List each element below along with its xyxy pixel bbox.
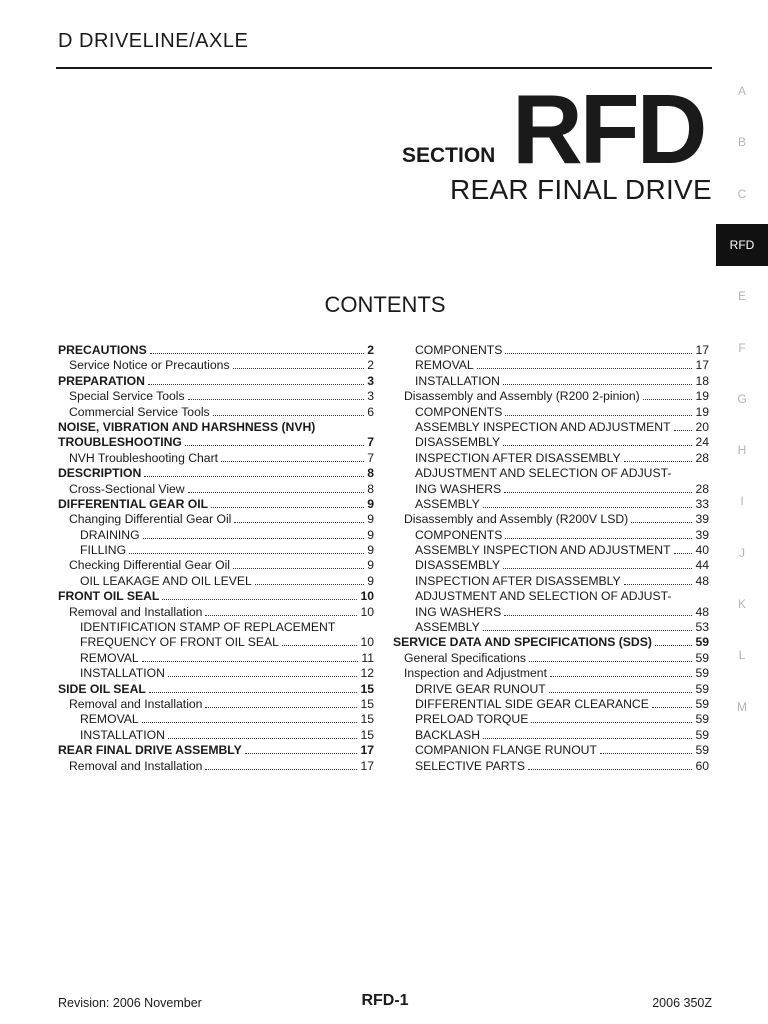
- section-tab-g[interactable]: G: [737, 391, 747, 406]
- toc-entry[interactable]: [58, 512, 374, 527]
- toc-entry-title: Removal and Installation: [69, 696, 203, 711]
- toc-entry[interactable]: [393, 343, 709, 358]
- toc-leader-dots: [549, 682, 693, 693]
- toc-entry-page: 59: [695, 727, 709, 742]
- toc-entry-page: 59: [695, 681, 709, 696]
- toc-entry-page: 59: [695, 712, 709, 727]
- toc-entry[interactable]: [58, 374, 374, 389]
- toc-entry-page: 59: [695, 666, 709, 681]
- toc-leader-dots: [624, 451, 693, 462]
- toc-entry[interactable]: [393, 466, 709, 481]
- toc-entry-page: 10: [360, 589, 374, 604]
- toc-leader-dots: [624, 574, 693, 585]
- toc-entry-title: SIDE OIL SEAL: [58, 681, 146, 696]
- toc-entry-title: ASSEMBLY INSPECTION AND ADJUSTMENT: [415, 419, 671, 434]
- toc-leader-dots: [674, 590, 706, 600]
- toc-leader-dots: [255, 574, 364, 585]
- section-tab-j[interactable]: J: [739, 545, 745, 560]
- toc-entry-page: 48: [695, 604, 709, 619]
- toc-entry-title: ASSEMBLY: [415, 496, 480, 511]
- footer-revision: Revision: 2006 November: [58, 996, 202, 1010]
- toc-entry[interactable]: [58, 651, 374, 666]
- toc-entry-page: 59: [695, 650, 709, 665]
- toc-entry-title: ASSEMBLY: [415, 620, 480, 635]
- footer-model: 2006 350Z: [652, 996, 712, 1010]
- toc-entry-page: 39: [695, 527, 709, 542]
- toc-entry[interactable]: [58, 666, 374, 681]
- toc-entry-page: 15: [360, 696, 374, 711]
- toc-leader-dots: [233, 358, 365, 369]
- toc-leader-dots: [338, 621, 371, 631]
- toc-leader-dots: [531, 712, 692, 723]
- toc-entry-title: REAR FINAL DRIVE ASSEMBLY: [58, 743, 242, 758]
- toc-leader-dots: [188, 389, 365, 400]
- section-tab-c[interactable]: C: [737, 186, 747, 201]
- toc-entry[interactable]: [393, 482, 709, 497]
- toc-leader-dots: [631, 512, 692, 523]
- toc-entry-page: 53: [695, 620, 709, 635]
- toc-entry-title: COMPONENTS: [415, 343, 503, 357]
- toc-entry-page: 9: [367, 527, 374, 542]
- toc-leader-dots: [503, 558, 692, 569]
- toc-entry-title: DIFFERENTIAL SIDE GEAR CLEARANCE: [415, 696, 649, 711]
- toc-entry-page: 28: [695, 481, 709, 496]
- toc-entry[interactable]: [58, 743, 374, 758]
- toc-leader-dots: [282, 635, 358, 646]
- toc-entry[interactable]: [393, 389, 709, 404]
- toc-leader-dots: [600, 743, 693, 754]
- toc-entry-page: 10: [360, 604, 374, 619]
- toc-leader-dots: [143, 528, 365, 539]
- toc-entry-page: 17: [695, 358, 709, 373]
- toc-entry[interactable]: [393, 543, 709, 558]
- toc-entry-page: 9: [367, 573, 374, 588]
- toc-leader-dots: [550, 666, 692, 677]
- toc-leader-dots: [168, 666, 358, 677]
- toc-leader-dots: [318, 421, 371, 431]
- toc-entry[interactable]: [393, 574, 709, 589]
- toc-entry-title: INSTALLATION: [80, 666, 165, 681]
- section-label: SECTION: [402, 144, 496, 167]
- header-rule: [56, 67, 712, 69]
- toc-leader-dots: [144, 466, 364, 477]
- toc-entry-title: Disassembly and Assembly (R200 2-pinion): [404, 389, 640, 404]
- toc-entry-title: COMPONENTS: [415, 404, 503, 419]
- toc-leader-dots: [168, 728, 358, 739]
- section-tab-k[interactable]: K: [737, 597, 746, 611]
- section-tab-rfd[interactable]: RFD: [716, 224, 768, 266]
- toc-entry-page: 7: [367, 450, 374, 465]
- toc-entry[interactable]: [58, 543, 374, 558]
- toc-entry-page: 17: [360, 758, 374, 773]
- toc-entry-page: 10: [360, 635, 374, 650]
- toc-entry-title: PRELOAD TORQUE: [415, 712, 529, 727]
- toc-entry-page: 2: [367, 343, 374, 357]
- toc-leader-dots: [528, 759, 692, 770]
- toc-leader-dots: [483, 620, 693, 631]
- toc-entry-title: PREPARATION: [58, 373, 145, 388]
- toc-entry-title: DRIVE GEAR RUNOUT: [415, 681, 546, 696]
- toc-entry[interactable]: [393, 451, 709, 466]
- toc-entry-title: DISASSEMBLY: [415, 435, 501, 450]
- toc-entry-title: FILLING: [80, 543, 127, 558]
- toc-entry-page: 6: [367, 404, 374, 419]
- toc-leader-dots: [233, 558, 364, 569]
- toc-entry-title: Cross-Sectional View: [69, 481, 185, 496]
- toc-entry-title: Disassembly and Assembly (R200V LSD): [404, 512, 629, 527]
- toc-entry[interactable]: [58, 451, 374, 466]
- toc-leader-dots: [674, 420, 693, 431]
- toc-leader-dots: [148, 374, 364, 385]
- toc-entry[interactable]: [58, 682, 374, 697]
- toc-entry[interactable]: [58, 435, 374, 450]
- toc-entry-page: 28: [695, 450, 709, 465]
- toc-entry[interactable]: [393, 620, 709, 635]
- toc-entry[interactable]: [393, 759, 709, 774]
- toc-entry[interactable]: [393, 743, 709, 758]
- toc-entry-title: Service Notice or Precautions: [69, 358, 230, 373]
- toc-entry[interactable]: [393, 420, 709, 435]
- toc-entry[interactable]: [58, 605, 374, 620]
- toc-leader-dots: [205, 605, 357, 616]
- toc-entry-title: FREQUENCY OF FRONT OIL SEAL: [80, 635, 279, 650]
- toc-entry-title: INSTALLATION: [80, 727, 165, 742]
- toc-entry[interactable]: [58, 620, 374, 635]
- toc-entry[interactable]: [393, 682, 709, 697]
- toc-entry-title: Special Service Tools: [69, 389, 185, 404]
- toc-entry-page: 11: [361, 650, 374, 665]
- toc-leader-dots: [643, 389, 693, 400]
- toc-left-column: [58, 343, 374, 774]
- section-tab-m[interactable]: M: [737, 699, 747, 714]
- toc-entry-title: Checking Differential Gear Oil: [69, 558, 230, 573]
- toc-leader-dots: [185, 435, 364, 446]
- toc-entry-page: 59: [695, 696, 709, 711]
- toc-entry[interactable]: [58, 558, 374, 573]
- toc-leader-dots: [221, 451, 364, 462]
- toc-entry[interactable]: [393, 405, 709, 420]
- toc-entry-page: 20: [695, 419, 709, 434]
- toc-leader-dots: [149, 682, 358, 693]
- toc-entry-page: 9: [367, 558, 374, 573]
- toc-entry-title: PRECAUTIONS: [58, 343, 147, 357]
- toc-right-column: [393, 343, 709, 774]
- toc-entry-page: 15: [360, 681, 374, 696]
- toc-entry-title: COMPANION FLANGE RUNOUT: [415, 743, 597, 758]
- toc-entry-page: 8: [367, 481, 374, 496]
- toc-leader-dots: [150, 343, 365, 354]
- toc-entry-title: INSPECTION AFTER DISASSEMBLY: [415, 573, 621, 588]
- toc-entry-page: 3: [367, 373, 374, 388]
- toc-leader-dots: [483, 728, 692, 739]
- toc-entry[interactable]: [393, 558, 709, 573]
- toc-entry-title: DIFFERENTIAL GEAR OIL: [58, 496, 209, 511]
- toc-entry-page: 2: [367, 358, 374, 373]
- toc-entry-page: 59: [695, 743, 709, 758]
- toc-entry[interactable]: [58, 712, 374, 727]
- toc-entry[interactable]: [393, 528, 709, 543]
- toc-entry-title: BACKLASH: [415, 727, 481, 742]
- contents-heading: CONTENTS: [324, 292, 446, 317]
- toc-entry[interactable]: [393, 635, 709, 650]
- toc-entry[interactable]: [58, 497, 374, 512]
- toc-leader-dots: [483, 497, 693, 508]
- toc-entry[interactable]: [58, 389, 374, 404]
- toc-entry-title: DESCRIPTION: [58, 466, 142, 481]
- toc-leader-dots: [529, 651, 692, 662]
- section-tab-l[interactable]: L: [738, 648, 746, 663]
- toc-entry-title: DISASSEMBLY: [415, 558, 501, 573]
- toc-leader-dots: [503, 374, 693, 385]
- toc-entry-title: Removal and Installation: [69, 604, 203, 619]
- toc-leader-dots: [505, 528, 692, 539]
- toc-entry-title: ING WASHERS: [415, 481, 502, 496]
- toc-leader-dots: [674, 543, 693, 554]
- toc-entry[interactable]: [58, 759, 374, 774]
- toc-entry-title: FRONT OIL SEAL: [58, 589, 160, 604]
- toc-entry[interactable]: [393, 651, 709, 666]
- toc-leader-dots: [213, 405, 365, 416]
- section-tab-b[interactable]: B: [737, 135, 746, 150]
- toc-entry[interactable]: [393, 497, 709, 512]
- toc-entry-page: 8: [367, 466, 374, 481]
- toc-entry[interactable]: [58, 482, 374, 497]
- toc-entry[interactable]: [58, 405, 374, 420]
- toc-entry-page: 40: [695, 543, 709, 558]
- toc-entry-title: ADJUSTMENT AND SELECTION OF ADJUST-: [415, 589, 672, 604]
- toc-leader-dots: [504, 482, 692, 493]
- toc-entry-page: 48: [695, 573, 709, 588]
- toc-entry-title: OIL LEAKAGE AND OIL LEVEL: [80, 573, 252, 588]
- section-tab-a[interactable]: A: [737, 84, 746, 98]
- toc-entry[interactable]: [58, 728, 374, 743]
- toc-entry-page: 15: [360, 712, 374, 727]
- toc-entry[interactable]: [58, 466, 374, 481]
- toc-entry[interactable]: [393, 728, 709, 743]
- toc-leader-dots: [162, 589, 357, 600]
- toc-entry-page: 9: [367, 543, 374, 558]
- toc-entry-page: 3: [367, 389, 374, 404]
- toc-entry[interactable]: [393, 697, 709, 712]
- toc-leader-dots: [477, 358, 693, 369]
- toc-entry[interactable]: [58, 635, 374, 650]
- toc-entry-page: 17: [695, 343, 709, 357]
- toc-entry-title: ING WASHERS: [415, 604, 502, 619]
- toc-entry[interactable]: [58, 697, 374, 712]
- toc-entry-page: 59: [695, 635, 709, 650]
- toc-entry-title: TROUBLESHOOTING: [58, 435, 182, 450]
- toc-entry-title: REMOVAL: [80, 712, 139, 727]
- toc-entry-page: 18: [695, 373, 709, 388]
- toc-entry-page: 19: [695, 404, 709, 419]
- toc-entry[interactable]: [393, 358, 709, 373]
- section-name: REAR FINAL DRIVE: [449, 174, 712, 205]
- toc-entry-title: INSTALLATION: [415, 373, 500, 388]
- toc-entry-page: 12: [360, 666, 374, 681]
- toc-entry[interactable]: [58, 574, 374, 589]
- toc-leader-dots: [655, 635, 693, 646]
- toc-entry-title: Changing Differential Gear Oil: [69, 512, 232, 527]
- toc-entry[interactable]: [58, 358, 374, 373]
- section-code: RFD: [512, 74, 705, 184]
- toc-entry-page: 19: [695, 389, 709, 404]
- page-header-title: D DRIVELINE/AXLE: [58, 30, 249, 52]
- toc-entry-page: 33: [695, 496, 709, 511]
- toc-entry-title: DRAINING: [80, 527, 140, 542]
- toc-leader-dots: [205, 697, 357, 708]
- toc-leader-dots: [504, 605, 692, 616]
- toc-entry-title: REMOVAL: [415, 358, 474, 373]
- toc-entry-title: REMOVAL: [80, 650, 139, 665]
- toc-entry-page: 9: [367, 512, 374, 527]
- toc-leader-dots: [505, 405, 692, 416]
- toc-entry-title: SELECTIVE PARTS: [415, 758, 525, 773]
- toc-entry-page: 7: [367, 435, 374, 450]
- toc-entry[interactable]: [393, 605, 709, 620]
- toc-entry-title: Inspection and Adjustment: [404, 666, 547, 681]
- toc-entry[interactable]: [58, 528, 374, 543]
- toc-entry-page: 39: [695, 512, 709, 527]
- section-tab-i[interactable]: I: [740, 494, 744, 509]
- toc-entry-title: ADJUSTMENT AND SELECTION OF ADJUST-: [415, 466, 672, 481]
- toc-leader-dots: [142, 651, 359, 662]
- toc-entry[interactable]: [58, 343, 374, 358]
- toc-entry-title: ASSEMBLY INSPECTION AND ADJUSTMENT: [415, 543, 671, 558]
- toc-leader-dots: [505, 343, 692, 354]
- toc-entry-title: INSPECTION AFTER DISASSEMBLY: [415, 450, 621, 465]
- toc-entry-page: 9: [367, 496, 374, 511]
- toc-leader-dots: [142, 712, 358, 723]
- toc-entry[interactable]: [393, 512, 709, 527]
- toc-entry[interactable]: [393, 435, 709, 450]
- toc-leader-dots: [205, 759, 357, 770]
- toc-leader-dots: [211, 497, 364, 508]
- toc-leader-dots: [188, 482, 365, 493]
- toc-entry-title: Commercial Service Tools: [69, 404, 210, 419]
- toc-entry-title: SERVICE DATA AND SPECIFICATIONS (SDS): [393, 635, 652, 650]
- toc-entry-page: 44: [695, 558, 709, 573]
- toc-entry-title: COMPONENTS: [415, 527, 503, 542]
- footer-page-id: RFD-1: [361, 992, 409, 1009]
- toc-leader-dots: [234, 512, 364, 523]
- toc-leader-dots: [503, 435, 692, 446]
- toc-entry-title: NOISE, VIBRATION AND HARSHNESS (NVH): [58, 419, 316, 434]
- toc-entry-title: Removal and Installation: [69, 758, 203, 773]
- toc-entry[interactable]: [58, 420, 374, 435]
- toc-entry[interactable]: [393, 589, 709, 604]
- toc-entry-title: NVH Troubleshooting Chart: [69, 450, 219, 465]
- toc-leader-dots: [652, 697, 693, 708]
- toc-leader-dots: [129, 543, 364, 554]
- toc-entry-title: General Specifications: [404, 650, 526, 665]
- toc-entry-page: 15: [360, 727, 374, 742]
- section-tab-e[interactable]: E: [737, 289, 746, 304]
- toc-entry-page: 17: [360, 743, 374, 758]
- section-tab-f[interactable]: F: [738, 340, 746, 355]
- toc-entry[interactable]: [58, 589, 374, 604]
- toc-entry[interactable]: [393, 374, 709, 389]
- toc-entry[interactable]: [393, 712, 709, 727]
- toc-leader-dots: [245, 743, 358, 754]
- toc-entry-page: 24: [695, 435, 709, 450]
- toc-entry-page: 60: [695, 758, 709, 773]
- toc-entry-title: IDENTIFICATION STAMP OF REPLACEMENT: [80, 620, 336, 635]
- section-tab-h[interactable]: H: [737, 443, 747, 458]
- toc-entry[interactable]: [393, 666, 709, 681]
- toc-leader-dots: [674, 467, 706, 477]
